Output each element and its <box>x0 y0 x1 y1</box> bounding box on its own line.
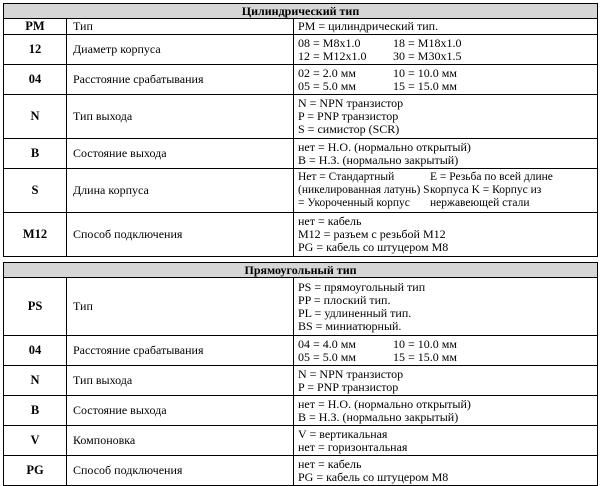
description-line: N = NPN транзистор <box>298 366 404 381</box>
option-value: 10 = 10.0 мм <box>393 336 457 351</box>
description-line: PG = кабель со штуцером M8 <box>298 469 449 484</box>
option-value: 10 = 10.0 мм <box>393 65 457 80</box>
table-title: Прямоугольный тип <box>4 263 598 278</box>
description-cell <box>294 336 598 366</box>
description-cell <box>294 169 598 213</box>
table-row <box>4 95 598 139</box>
option-value: 08 = M8x1.0 <box>298 35 361 50</box>
parameter-name: Способ подключения <box>67 456 294 486</box>
rectangular-type-table <box>3 262 598 486</box>
code-cell: S <box>4 169 67 213</box>
code-cell: PS <box>4 278 67 336</box>
description-line: нет = кабель <box>298 456 362 471</box>
table-row <box>4 213 598 257</box>
description-line: B = Н.З. (нормально закрытый) <box>298 409 459 424</box>
description-cell <box>294 278 598 336</box>
cylindrical-type-table <box>3 3 598 257</box>
option-value: 05 = 5.0 мм <box>298 78 356 93</box>
description-cell <box>294 19 598 35</box>
description-line: нет = Н.О. (нормально открытый) <box>298 139 471 154</box>
parameter-name: Способ подключения <box>67 213 294 257</box>
parameter-name: Тип выхода <box>67 95 294 139</box>
table-row <box>4 278 598 336</box>
code-cell: 04 <box>4 65 67 95</box>
parameter-name: Состояние выхода <box>67 139 294 169</box>
code-cell: B <box>4 396 67 426</box>
description-line: V = вертикальная <box>298 426 388 441</box>
description-cell <box>294 366 598 396</box>
option-value: 18 = M18x1.0 <box>393 35 462 50</box>
description-line: BS = миниатюрный. <box>298 318 402 333</box>
code-cell: V <box>4 426 67 456</box>
table-row <box>4 35 598 65</box>
option-left-column: Нет = Стандартный (никелированная латунь) S = Укороченный корпус <box>298 171 430 209</box>
table-title: Цилиндрический тип <box>4 4 598 19</box>
description-line: нет = Н.О. (нормально открытый) <box>298 396 471 411</box>
code-cell: 12 <box>4 35 67 65</box>
description-cell <box>294 213 598 257</box>
option-value: 15 = 15.0 мм <box>393 349 457 364</box>
option-value: 15 = 15.0 мм <box>393 78 457 93</box>
description-line: PM = цилиндрический тип. <box>298 19 439 33</box>
table-row <box>4 456 598 486</box>
description-line: нет = кабель <box>298 214 362 228</box>
description-line: P = PNP транзистор <box>298 379 399 394</box>
parameter-name: Состояние выхода <box>67 396 294 426</box>
parameter-name: Расстояние срабатывания <box>67 65 294 95</box>
parameter-name: Расстояние срабатывания <box>67 336 294 366</box>
code-cell: B <box>4 139 67 169</box>
table-row <box>4 65 598 95</box>
parameter-name: Тип выхода <box>67 366 294 396</box>
table-row <box>4 139 598 169</box>
description-cell <box>294 456 598 486</box>
description-line: N = NPN транзистор <box>298 96 404 110</box>
description-line: PG = кабель со штуцером M8 <box>298 240 449 254</box>
option-value: 02 = 2.0 мм <box>298 65 356 80</box>
parameter-name: Тип <box>67 278 294 336</box>
table-row <box>4 19 598 35</box>
code-cell: M12 <box>4 213 67 257</box>
parameter-name: Компоновка <box>67 426 294 456</box>
code-cell: PM <box>4 19 67 35</box>
code-cell: 04 <box>4 336 67 366</box>
description-line: S = симистор (SCR) <box>298 122 400 136</box>
description-line: PP = плоский тип. <box>298 292 391 307</box>
option-value: 05 = 5.0 мм <box>298 349 356 364</box>
description-line: PS = прямоугольный тип <box>298 279 426 294</box>
description-cell <box>294 95 598 139</box>
table-row <box>4 396 598 426</box>
description-cell <box>294 396 598 426</box>
description-line: P = PNP транзистор <box>298 109 399 123</box>
parameter-name: Длина корпуса <box>67 169 294 213</box>
description-line: нет = горизонтальная <box>298 439 408 454</box>
description-line: B = Н.З. (нормально закрытый) <box>298 152 459 167</box>
code-cell: N <box>4 366 67 396</box>
description-line: PL = удлиненный тип. <box>298 305 412 320</box>
parameter-name: Тип <box>67 19 294 35</box>
table-row <box>4 366 598 396</box>
description-cell <box>294 35 598 65</box>
table-row <box>4 426 598 456</box>
code-cell: N <box>4 95 67 139</box>
option-value: 30 = M30x1.5 <box>393 48 462 63</box>
description-cell <box>294 139 598 169</box>
option-value: 12 = M12x1.0 <box>298 48 367 63</box>
option-right-column: E = Резьба по всей длине корпуса K = Корпус из нержавеющей стали <box>430 171 553 209</box>
option-value: 04 = 4.0 мм <box>298 336 356 351</box>
table-row <box>4 169 598 213</box>
description-cell <box>294 426 598 456</box>
description-cell <box>294 65 598 95</box>
parameter-name: Диаметр корпуса <box>67 35 294 65</box>
code-cell: PG <box>4 456 67 486</box>
description-line: M12 = разъем с резьбой M12 <box>298 227 446 241</box>
table-row <box>4 336 598 366</box>
